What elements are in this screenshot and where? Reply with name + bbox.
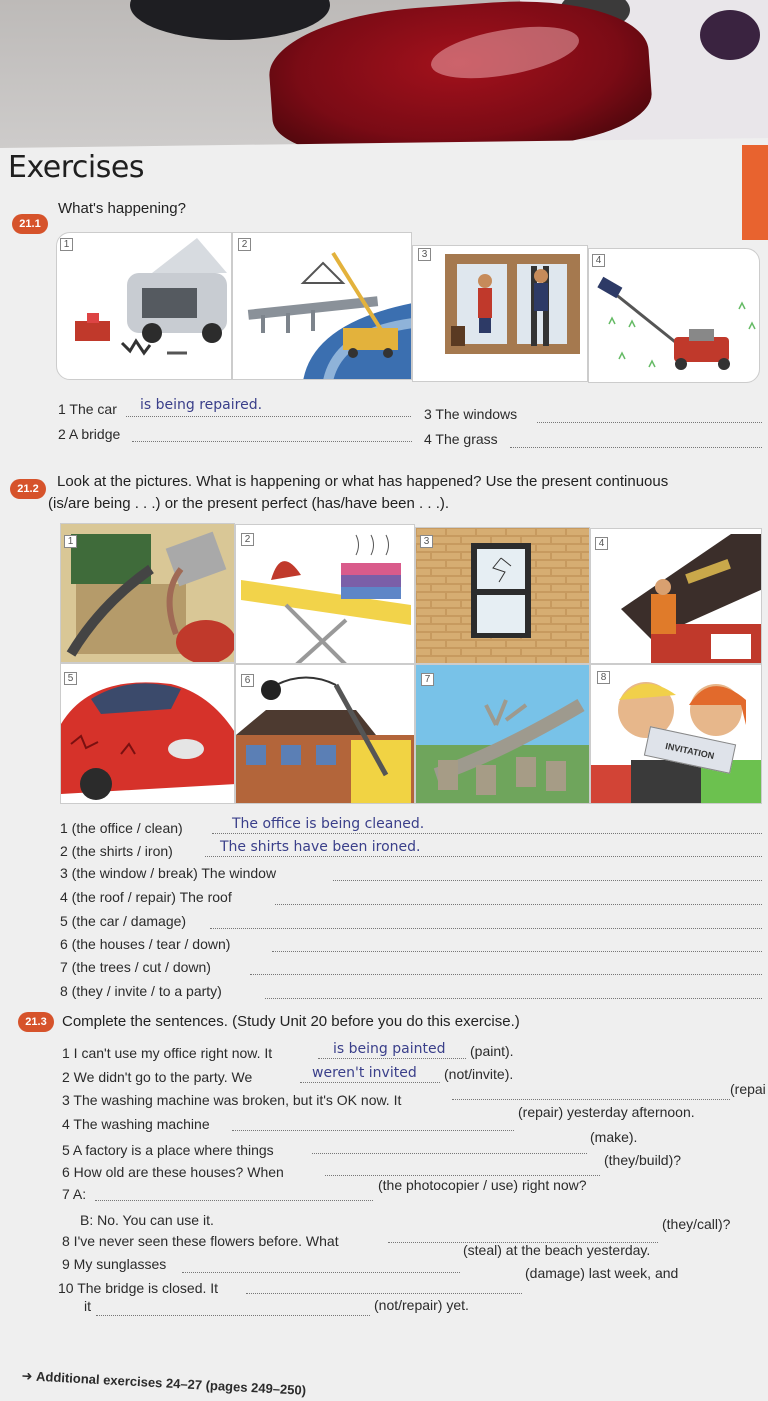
exercise-badge-21-3: 21.3 [18,1012,54,1032]
exercise-instruction-21-2-line2: (is/are being . . .) or the present perfect (has/have been . . .). [48,495,450,512]
panel-number: 1 [60,238,73,251]
ironing-illustration [236,525,415,664]
answer-line[interactable] [452,1099,730,1100]
car-repair-illustration [57,233,232,380]
picture-houses-demolished [235,664,415,804]
ex3-item-5-suffix: (make). [590,1129,638,1145]
ex2-item-6-prefix: 6 (the houses / tear / down) [60,936,231,952]
office-illustration [61,524,235,663]
picture-window-broken [415,527,590,664]
ex3-item-2-answer[interactable]: weren't invited [312,1065,417,1081]
exercise-title-21-1: What's happening? [58,200,186,217]
ex3-item-2-prefix: 2 We didn't go to the party. We [62,1069,253,1085]
answer-line[interactable] [182,1272,460,1273]
exercise-badge-21-2: 21.2 [10,479,46,499]
answer-line[interactable] [250,974,762,975]
panel-number: 8 [597,671,610,684]
ex2-item-7-prefix: 7 (the trees / cut / down) [60,959,211,975]
ex1-item-4-prefix: 4 The grass [424,431,498,447]
answer-line[interactable] [132,441,412,442]
picture-grass [588,248,760,383]
ex3-item-7-suffix: (the photocopier / use) right now? [378,1177,587,1193]
page-tab [742,145,768,240]
answer-line[interactable] [312,1153,587,1154]
ex3-item-7-prefix: 7 A: [62,1186,87,1202]
ex3-item-1-suffix: (paint). [470,1043,514,1059]
panel-number: 5 [64,672,77,685]
ex2-item-1-prefix: 1 (the office / clean) [60,820,183,836]
ex1-item-1-answer[interactable]: is being repaired. [140,397,263,413]
picture-car-damaged [60,663,235,804]
ex2-item-2-answer[interactable]: The shirts have been ironed. [220,839,421,855]
ex3-item-7-reply: B: No. You can use it. [80,1212,214,1228]
damaged-car-illustration [61,664,235,804]
answer-line [205,856,762,857]
exercise-badge-21-1: 21.1 [12,214,48,234]
panel-number: 4 [595,537,608,550]
answer-line[interactable] [325,1175,600,1176]
ex2-item-3-prefix: 3 (the window / break) The window [60,865,277,881]
answer-line[interactable] [537,422,762,423]
ex3-item-10-cont: it [84,1298,91,1314]
answer-line[interactable] [95,1200,373,1201]
ex2-item-4-prefix: 4 (the roof / repair) The roof [60,889,232,905]
ex2-item-2-prefix: 2 (the shirts / iron) [60,843,173,859]
ex3-item-4-prefix: 4 The washing machine [62,1116,210,1132]
answer-line[interactable] [275,904,762,905]
panel-number: 4 [592,254,605,267]
panel-number: 7 [421,673,434,686]
answer-line[interactable] [333,880,762,881]
exercise-instruction-21-2-line1: Look at the pictures. What is happening or what has happened? Use the present continuous [57,473,669,490]
exercise-instruction-21-3: Complete the sentences. (Study Unit 20 before you do this exercise.) [62,1013,520,1030]
ex3-item-10-suffix-2: (not/repair) yet. [374,1297,469,1313]
broken-window-illustration [416,528,590,664]
panel-number: 2 [238,238,251,251]
ex3-item-6-suffix: (they/build)? [604,1152,682,1168]
answer-line[interactable] [210,928,762,929]
ex1-item-3-prefix: 3 The windows [424,406,518,422]
ex3-item-9-suffix: (steal) at the beach yesterday. [463,1242,651,1258]
panel-number: 2 [241,533,254,546]
answer-line[interactable] [232,1130,514,1131]
ex3-item-4-suffix: (repair) yesterday afternoon. [518,1104,695,1120]
ex3-item-10-prefix: 10 The bridge is closed. It [58,1280,219,1296]
trees-illustration [416,665,590,804]
answer-line[interactable] [272,951,762,952]
windows-illustration [413,246,588,382]
ex3-item-8-prefix: 8 I've never seen these flowers before. What [62,1233,339,1249]
picture-roof-repair [590,528,762,664]
answer-line[interactable] [96,1315,370,1316]
ex3-item-10-suffix: (damage) last week, and [525,1265,679,1281]
picture-car-repair [56,232,232,380]
answer-line [318,1058,466,1059]
ex3-item-2-suffix: (not/invite). [444,1066,514,1082]
picture-shirts-ironed [235,524,415,664]
ex3-item-5-prefix: 5 A factory is a place where things [62,1142,274,1158]
ex1-item-2-prefix: 2 A bridge [58,426,121,442]
ex2-item-8-prefix: 8 (they / invite / to a party) [60,983,222,999]
answer-line[interactable] [510,447,762,448]
picture-office-clean [60,523,235,663]
ex3-item-6-prefix: 6 How old are these houses? When [62,1164,284,1180]
picture-windows [412,245,588,382]
roof-illustration [591,529,762,664]
ex2-item-1-answer[interactable]: The office is being cleaned. [232,816,425,832]
bridge-illustration [233,233,412,380]
demolition-illustration [236,665,415,804]
panel-number: 3 [420,535,433,548]
ex3-item-3-suffix: (repai [730,1081,766,1097]
panel-number: 1 [64,535,77,548]
answer-line [300,1082,440,1083]
arrow-icon: ➜ [21,1368,33,1384]
ex1-item-1-prefix: 1 The car [58,401,117,417]
page-title: Exercises [8,150,144,185]
panel-number: 6 [241,674,254,687]
ex3-item-3-prefix: 3 The washing machine was broken, but it's OK now. It [62,1092,402,1108]
additional-exercises-text: Additional exercises 24–27 (pages 249–250) [35,1368,307,1398]
ex3-item-9-prefix: 9 My sunglasses [62,1256,167,1272]
answer-line [212,833,762,834]
invitation-card: INVITATION [644,726,736,774]
panel-number: 3 [418,248,431,261]
picture-invitation [590,664,762,804]
ex3-item-1-prefix: 1 I can't use my office right now. It [62,1045,273,1061]
grass-illustration [589,249,760,383]
answer-line [126,416,411,417]
ex3-item-8-suffix: (they/call)? [662,1216,731,1232]
picture-trees-cut [415,664,590,804]
ex2-item-5-prefix: 5 (the car / damage) [60,913,187,929]
answer-line[interactable] [265,998,762,999]
answer-line[interactable] [246,1293,522,1294]
ex3-item-1-answer[interactable]: is being painted [333,1041,446,1057]
background-dot [700,10,760,60]
picture-bridge [232,232,412,380]
